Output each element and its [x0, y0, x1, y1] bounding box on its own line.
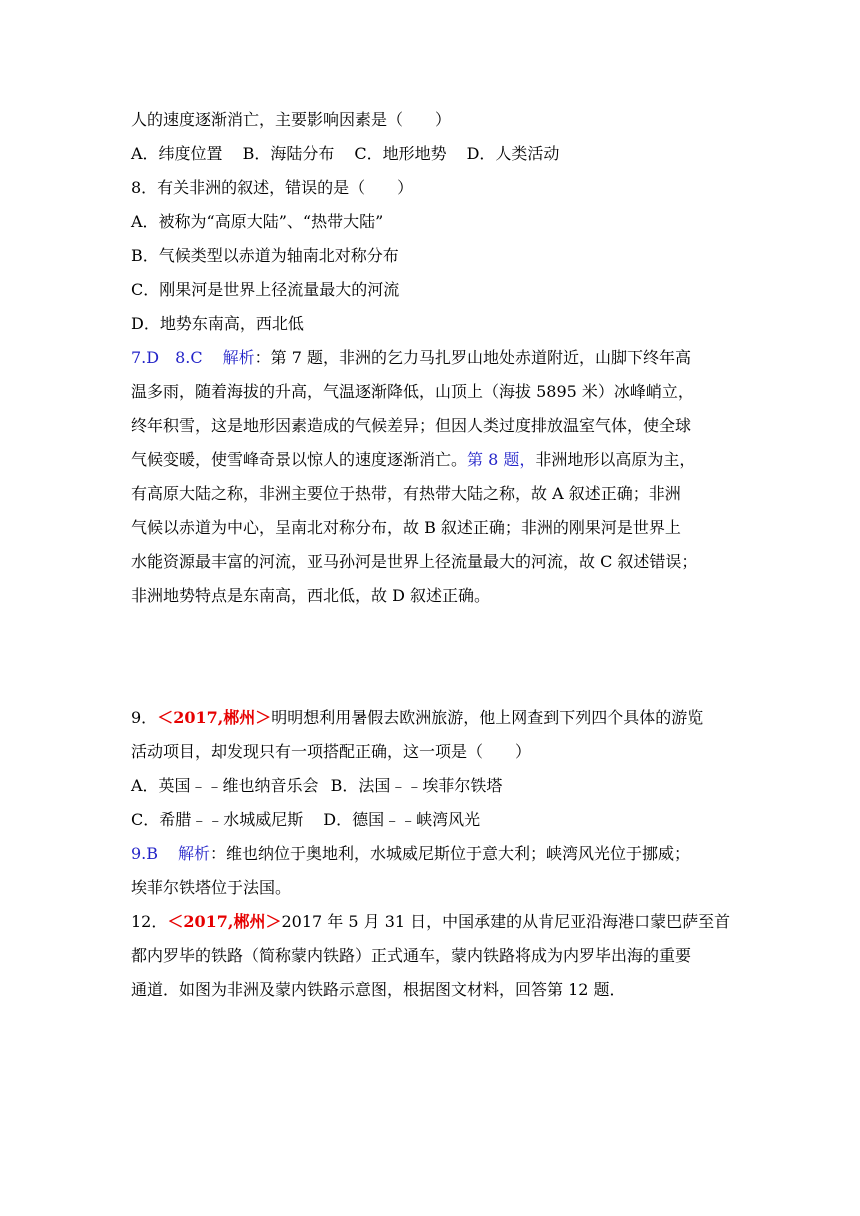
question-7-tail — [131, 103, 731, 137]
question-9-options-ab — [131, 769, 731, 803]
question-12-line-3 — [131, 973, 731, 1007]
answer-7-8: 7.D 8.C — [131, 348, 203, 367]
analysis-7-8-text: 气候变暖，使雪峰奇景以惊人的速度逐渐消亡。 — [131, 450, 468, 469]
analysis-7-8-text: 非洲地形以高原为主， — [535, 450, 696, 469]
q7-stem-tail: 人的速度逐渐消亡，主要影响因素是（ ） — [131, 110, 452, 129]
q9-source: ＜2017,郴州＞ — [157, 708, 272, 727]
analysis-7-8-line-7 — [131, 545, 731, 579]
q12-stem: 通道．如图为非洲及蒙内铁路示意图，根据图文材料，回答第 12 题． — [131, 980, 626, 999]
analysis-7-8-line-3 — [131, 409, 731, 443]
question-8-option-c — [131, 273, 731, 307]
answer-9: 9.B — [131, 844, 159, 863]
question-9-options-cd — [131, 803, 731, 837]
q12-source: ＜2017,郴州＞ — [167, 912, 282, 931]
question-12-line-1 — [131, 905, 731, 939]
q8-option-c: C．刚果河是世界上径流量最大的河流 — [131, 280, 400, 299]
analysis-7-8-line-2 — [131, 375, 731, 409]
analysis-7-8-line-5 — [131, 477, 731, 511]
analysis-7-8-text: 有高原大陆之称，非洲主要位于热带，有热带大陆之称，故 A 叙述正确；非洲 — [131, 484, 681, 503]
q12-number: 12． — [131, 912, 168, 931]
q9-stem: 活动项目，却发现只有一项搭配正确，这一项是（ ） — [131, 742, 532, 761]
q8-option-b: B．气候类型以赤道为轴南北对称分布 — [131, 246, 399, 265]
analysis-7-8-line-4 — [131, 443, 731, 477]
q9-option-c: C．希腊﹣﹣水城威尼斯 — [131, 810, 304, 829]
analysis-7-8-text: 水能资源最丰富的河流，亚马孙河是世界上径流量最大的河流，故 C 叙述错误； — [131, 552, 698, 571]
question-12-line-2 — [131, 939, 731, 973]
analysis-7-8-line-6 — [131, 511, 731, 545]
analysis-9-text: ：维也纳位于奥地利，水城威尼斯位于意大利；峡湾风光位于挪威； — [210, 844, 691, 863]
question-8-option-d — [131, 307, 731, 341]
q8-option-a: A．被称为“高原大陆”、“热带大陆” — [131, 212, 384, 231]
q12-stem: 2017 年 5 月 31 日，中国承建的从肯尼亚沿海港口蒙巴萨至首 — [281, 912, 731, 931]
analysis-7-8-text: 气候以赤道为中心，呈南北对称分布，故 B 叙述正确；非洲的刚果河是世界上 — [131, 518, 681, 537]
question-9-line-1 — [131, 701, 731, 735]
analysis-9-line-1 — [131, 837, 731, 871]
analysis-7-8-text: 终年积雪，这是地形因素造成的气候差异；但因人类过度排放温室气体，使全球 — [131, 416, 692, 435]
question-8-ref: 第 8 题， — [467, 450, 536, 469]
question-8-option-b — [131, 239, 731, 273]
analysis-9-line-2 — [131, 871, 731, 905]
q7-option-b: B．海陆分布 — [242, 144, 335, 163]
analysis-7-8-line-8 — [131, 579, 731, 613]
q9-option-a: A．英国﹣﹣维也纳音乐会 — [131, 776, 319, 795]
question-8-stem — [131, 171, 731, 205]
analysis-label: 解析 — [222, 348, 255, 367]
q7-option-c: C．地形地势 — [354, 144, 447, 163]
q8-stem: 8．有关非洲的叙述，错误的是（ ） — [131, 178, 414, 197]
q7-option-a: A．纬度位置 — [131, 144, 223, 163]
analysis-7-8-text: ：第 7 题，非洲的乞力马扎罗山地处赤道附近，山脚下终年高 — [254, 348, 691, 367]
q9-option-b: B．法国﹣﹣埃菲尔铁塔 — [330, 776, 503, 795]
question-7-options — [131, 137, 731, 171]
question-8-option-a — [131, 205, 731, 239]
q9-option-d: D．德国﹣﹣峡湾风光 — [323, 810, 481, 829]
q8-option-d: D．地势东南高，西北低 — [131, 314, 304, 333]
q9-stem: 明明想利用暑假去欧洲旅游，他上网查到下列四个具体的游览 — [271, 708, 704, 727]
analysis-7-8-text: 温多雨，随着海拔的升高，气温逐渐降低，山顶上（海拔 5895 米）冰峰峭立， — [131, 382, 694, 401]
analysis-7-8-line-1 — [131, 341, 731, 375]
analysis-9-text: 埃菲尔铁塔位于法国。 — [131, 878, 292, 897]
analysis-7-8-text: 非洲地势特点是东南高，西北低，故 D 叙述正确。 — [131, 586, 491, 605]
q7-option-d: D．人类活动 — [466, 144, 560, 163]
q9-number: 9． — [131, 708, 158, 727]
q12-stem: 都内罗毕的铁路（简称蒙内铁路）正式通车，蒙内铁路将成为内罗毕出海的重要 — [131, 946, 692, 965]
analysis-label: 解析 — [178, 844, 211, 863]
question-9-line-2 — [131, 735, 731, 769]
